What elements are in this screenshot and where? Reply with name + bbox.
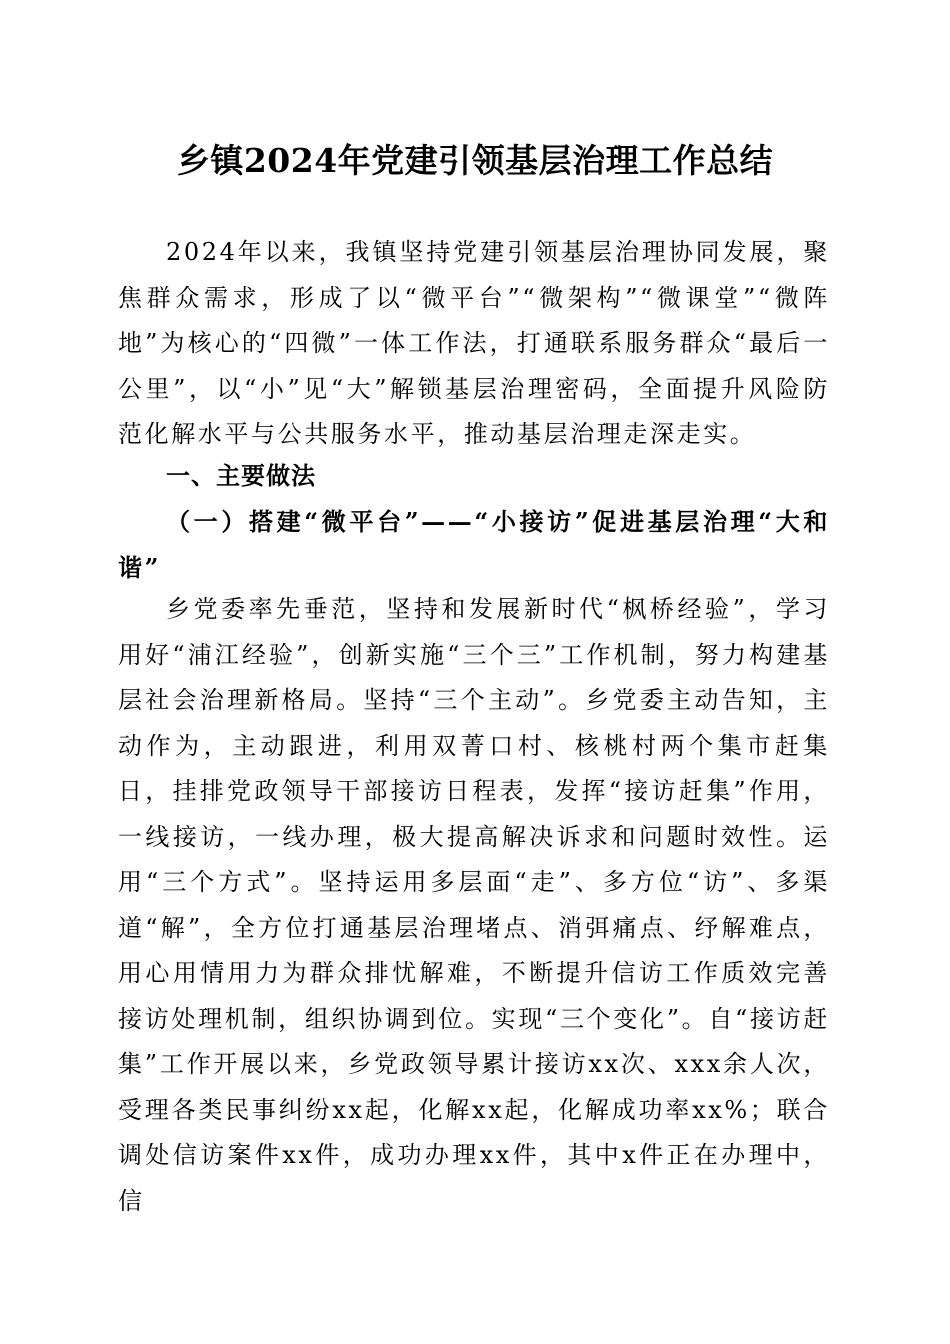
body-paragraph: 乡党委率先垂范，坚持和发展新时代“枫桥经验”，学习用好“浦江经验”，创新实施“三个三”工作机制，努力构建基层社会治理新格局。坚持“三个主动”。乡党委主动告知，主动作为，主动跟进，利用双菁口村、核桃村两个集市赶集日，挂排党政领导干部接访日程表，发挥“接访赶集”作用，一线接访，一线办理，极大提高解决诉求和问题时效性。运用“三个方式”。坚持运用多层面“走”、多方位“访”、多渠道“解”，全方位打通基层治理堵点、消弭痛点、纾解难点，用心用情用力为群众排忧解难，不断提升信访工作质效完善接访处理机制，组织协调到位。实现“三个变化”。自“接访赶集”工作开展以来，乡党政领导累计接访xx次、xxx余人次，受理各类民事纠纷xx起，化解xx起，化解成功率xx%；联合调处信访案件xx件，成功办理xx件，其中x件正在办理中，信 (118, 595, 830, 1215)
document-title: 乡镇2024年党建引领基层治理工作总结 (176, 141, 774, 180)
section-heading: 一、主要做法 (166, 462, 316, 490)
subsection-heading: （一）搭建“微平台”——“小接访”促进基层治理“大和谐” (118, 507, 830, 582)
intro-paragraph: 2024年以来，我镇坚持党建引领基层治理协同发展，聚焦群众需求，形成了以“微平台”“微架构”“微课堂”“微阵地”为核心的“四微”一体工作法，打通联系服务群众“最后一公里”，以“小”见“大”解锁基层治理密码，全面提升风险防范化解水平与公共服务水平，推动基层治理走深走实。 (118, 238, 830, 448)
